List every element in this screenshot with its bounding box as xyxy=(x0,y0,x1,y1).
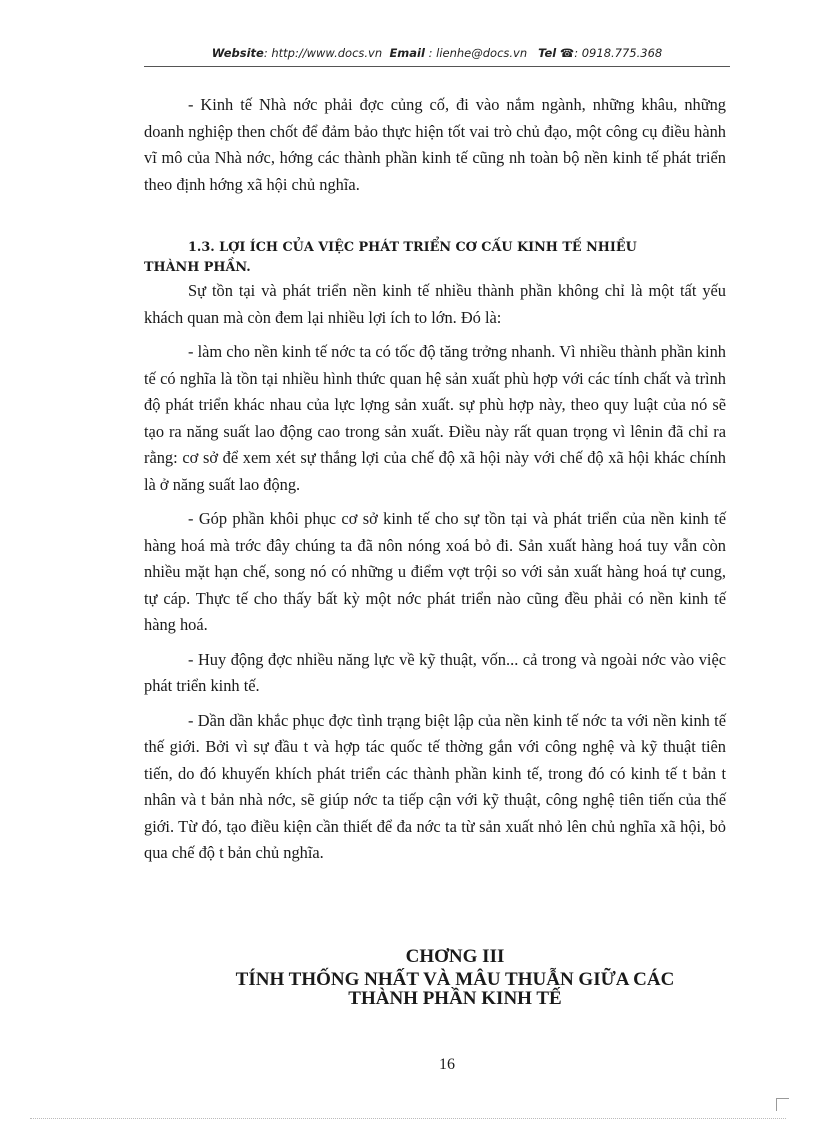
email-label: Email xyxy=(389,46,425,60)
chapter-title-line2: THÀNH PHẦN KINH TẾ xyxy=(348,988,562,1009)
website-value: : http://www.docs.vn xyxy=(263,46,383,60)
page-corner-mark xyxy=(776,1098,789,1111)
paragraph-intro: Sự tồn tại và phát triển nền kinh tế nhiều thành phần không chỉ là một tất yếu khách quan mà còn đem lại nhiều lợi ích to lớn. Đó là: xyxy=(144,281,726,327)
paragraph-state-economy: - Kinh tế Nhà nớc phải đợc củng cố, đi vào nắm ngành, những khâu, những doanh nghiệp then chốt để đảm bảo thực hiện tốt vai trò chủ đạo, một công cụ điều hành vĩ mô của Nhà nớc, hớng các thành phần kinh tế cũng nh toàn bộ nền kinh tế phát triển theo định hớng xã hội chủ nghĩa. xyxy=(144,95,726,194)
paragraph-integration: - Dần dần khắc phục đợc tình trạng biệt lập của nền kinh tế nớc ta với nền kinh tế thế giới. Bởi vì sự đầu t và hợp tác quốc tế thờng gắn với công nghệ và kỹ thuật tiên tiến, do đó khuyến khích phát triển các thành phần kinh tế, trong đó có kinh tế t bản t nhân và t bản nhà nớc, sẽ giúp nớc ta tiếp cận với kỹ thuật, công nghệ tiên tiến của thế giới. Từ đó, tạo điều kiện cần thiết để đa nớc ta từ sản xuất nhỏ lên chủ nghĩa xã hội, bỏ qua chế độ t bản chủ nghĩa. xyxy=(144,710,726,862)
website-label: Website xyxy=(211,46,264,60)
tel-label: Tel xyxy=(538,46,557,60)
section-heading xyxy=(144,238,726,278)
paragraph-commodity: - Góp phần khôi phục cơ sở kinh tế cho sự tồn tại và phát triển của nền kinh tế hàng hoá mà trớc đây chúng ta đã nôn nóng xoá bỏ đi. Sản xuất hàng hoá tuy vẫn còn nhiều mặt hạn chế, song nó có những u điểm vợt trội so với sản xuất hàng hoá tự cung, tự cáp. Thực tế cho thấy bất kỳ một nớc phát triển nào cũng đều phải có nền kinh tế hàng hoá. xyxy=(144,509,726,634)
header-divider xyxy=(144,66,730,67)
paragraph-mobilize: - Huy động đợc nhiều năng lực về kỹ thuật, vốn... cả trong và ngoài nớc vào việc phát triển kinh tế. xyxy=(144,649,726,695)
paragraph-growth: - làm cho nền kinh tế nớc ta có tốc độ tăng trởng nhanh. Vì nhiều thành phần kinh tế có nghĩa là tồn tại nhiều hình thức quan hệ sản xuất phù hợp với các tính chất và trình độ phát triển khác nhau của lực lợng sản xuất. sự phù hợp này, theo quy luật của nó sẽ tạo ra năng suất lao động cao trong sản xuất. Điều này rất quan trọng vì lênin đã chỉ ra rằng: cơ sở để xem xét sự thắng lợi của chế độ xã hội này với chế độ xã hội khác chính là ở năng suất lao động. xyxy=(144,342,726,494)
email-value: : lienhe@docs.vn xyxy=(428,46,528,60)
section-heading-line2: THÀNH PHẦN. xyxy=(144,260,251,275)
footer-divider xyxy=(30,1118,786,1119)
tel-value: ☎: 0918.775.368 xyxy=(559,46,663,60)
chapter-title-line1: TÍNH THỐNG NHẤT VÀ MÂU THUẪN GIỮA CÁC xyxy=(235,969,675,990)
page-header xyxy=(144,46,730,60)
page-number: 16 xyxy=(439,1056,455,1073)
section-heading-line1: 1.3. LỢI ÍCH CỦA VIỆC PHÁT TRIỂN CƠ CẤU KINH TẾ NHIỀU xyxy=(188,240,637,255)
chapter-heading xyxy=(144,944,726,1008)
body-text xyxy=(144,92,726,875)
chapter-label: CHƠNG III xyxy=(405,946,505,967)
